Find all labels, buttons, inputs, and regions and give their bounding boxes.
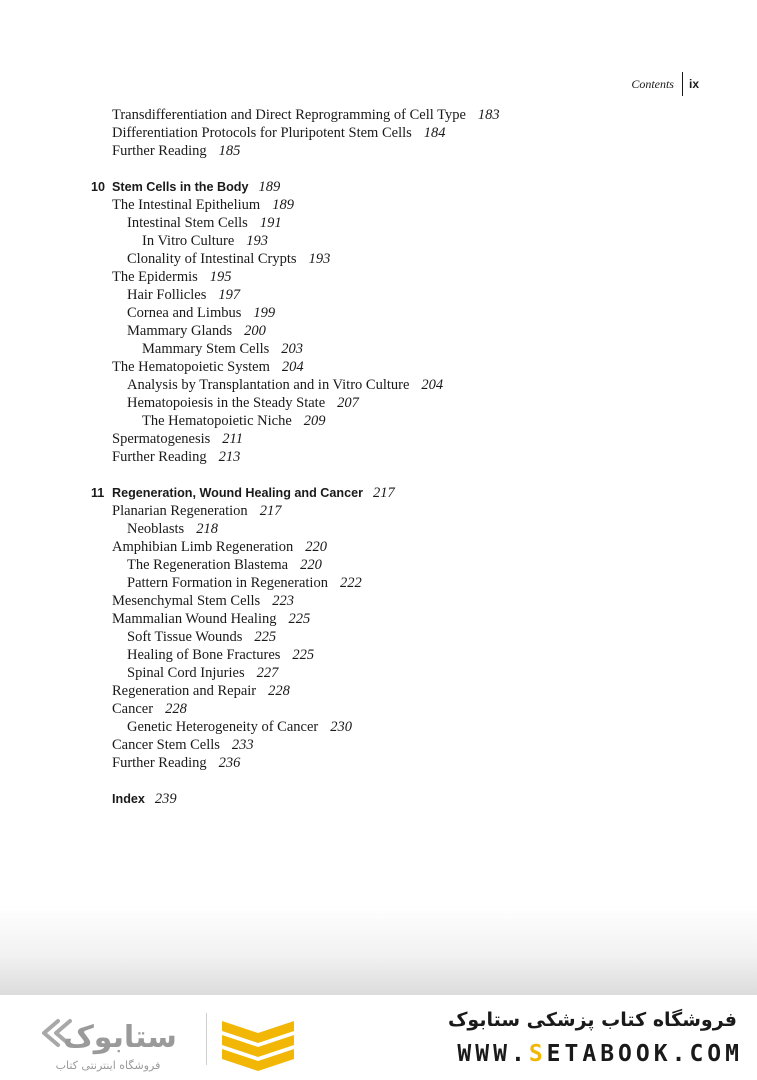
toc-entry-page: 223 <box>272 593 294 609</box>
toc-entry-title: Cancer <box>112 701 154 717</box>
toc-entry-title: Spinal Cord Injuries <box>127 665 245 681</box>
toc-entry <box>112 610 310 628</box>
toc-entry-title: Further Reading <box>112 449 207 465</box>
toc-entry-page: 225 <box>292 647 315 663</box>
toc-entry-title: Hematopoiesis in the Steady State <box>127 395 326 411</box>
toc-entry-page: 225 <box>288 611 311 627</box>
toc-entry <box>127 520 218 538</box>
toc-entry-title: Soft Tissue Wounds <box>127 629 243 645</box>
toc-entry <box>127 214 282 232</box>
toc-entry-title: Analysis by Transplantation and in Vitro Culture <box>127 377 410 393</box>
toc-entry-page: 200 <box>244 323 266 339</box>
toc-entry-title: Healing of Bone Fractures <box>127 647 281 663</box>
toc-entry-title: In Vitro Culture <box>142 233 235 249</box>
toc-entry-page: 209 <box>303 413 326 429</box>
toc-entry-title: Clonality of Intestinal Crypts <box>127 251 297 267</box>
toc-entry-title: Differentiation Protocols for Pluripotent Stem Cells <box>112 125 412 141</box>
chapter-title: Regeneration, Wound Healing and Cancer <box>112 486 363 500</box>
toc-entry-page: 204 <box>421 377 444 393</box>
shop-name: فروشگاه کتاب پزشکی ستابوک <box>447 1009 737 1031</box>
toc-entry-page: 233 <box>231 737 254 753</box>
toc-entry-title: The Regeneration Blastema <box>127 557 289 573</box>
toc-entry <box>142 232 268 250</box>
toc-entry-title: Mammary Glands <box>127 323 233 339</box>
toc-entry <box>112 448 240 466</box>
toc-entry-title: The Epidermis <box>112 269 198 285</box>
footer-shade <box>0 905 757 995</box>
toc-entry-title: Mammalian Wound Healing <box>112 611 277 627</box>
toc-entry <box>127 646 314 664</box>
toc-entry-title: Amphibian Limb Regeneration <box>112 539 294 555</box>
toc-entry <box>127 664 278 682</box>
toc-entry-title: Cancer Stem Cells <box>112 737 220 753</box>
toc-entry-page: 203 <box>281 341 304 357</box>
toc-entry <box>127 574 362 592</box>
toc-entry-page: 207 <box>337 395 359 411</box>
toc-entry-page: 211 <box>222 431 243 447</box>
index-heading <box>112 790 177 808</box>
toc-entry <box>112 592 294 610</box>
running-header-title: Contents <box>631 76 674 91</box>
shop-url[interactable] <box>457 1041 743 1067</box>
toc-entry-title: Transdifferentiation and Direct Reprogramming of Cell Type <box>112 107 466 123</box>
toc-entry-title: Neoblasts <box>127 521 185 537</box>
toc-entry <box>127 718 352 736</box>
url-highlight: S <box>528 1041 547 1067</box>
index-page: 239 <box>154 791 177 807</box>
toc-entry-title: The Hematopoietic System <box>112 359 270 375</box>
toc-entry <box>112 682 290 700</box>
toc-entry-title: Pattern Formation in Regeneration <box>127 575 328 591</box>
toc-entry-page: 193 <box>308 251 331 267</box>
book-stack-icon <box>222 1021 294 1071</box>
toc-entry <box>127 322 266 340</box>
toc-entry <box>112 268 232 286</box>
toc-entry-page: 213 <box>218 449 241 465</box>
toc-entry-page: 195 <box>209 269 232 285</box>
url-suffix: ETABOOK.COM <box>546 1041 743 1067</box>
chapter-heading-11 <box>91 484 395 502</box>
toc-entry-page: 220 <box>305 539 327 555</box>
toc-entry-title: Planarian Regeneration <box>112 503 248 519</box>
toc-entry <box>112 358 304 376</box>
toc-entry-title: Further Reading <box>112 143 207 159</box>
toc-entry-page: 217 <box>259 503 282 519</box>
toc-entry-title: Further Reading <box>112 755 207 771</box>
toc-entry <box>112 754 240 772</box>
toc-entry <box>127 376 443 394</box>
toc-entry <box>112 196 294 214</box>
chapter-title: Stem Cells in the Body <box>112 180 249 194</box>
setabook-logo <box>30 1007 300 1075</box>
toc-entry-title: Mammary Stem Cells <box>142 341 270 357</box>
logo-tagline: فروشگاه اینترنتی کتاب <box>55 1059 161 1072</box>
chapter-number: 11 <box>91 486 105 500</box>
toc-entry-title: Intestinal Stem Cells <box>127 215 248 231</box>
toc-entry-page: 222 <box>339 575 362 591</box>
toc-entry-page: 218 <box>196 521 218 537</box>
toc-entry-page: 183 <box>477 107 500 123</box>
toc-entry-page: 184 <box>423 125 446 141</box>
toc-entry-title: Hair Follicles <box>127 287 207 303</box>
toc-entry-page: 191 <box>259 215 282 231</box>
toc-entry-page: 227 <box>256 665 279 681</box>
toc-entry-page: 204 <box>281 359 304 375</box>
toc-entry <box>127 556 322 574</box>
toc-entry <box>142 412 326 430</box>
toc-entry-page: 193 <box>246 233 269 249</box>
toc-entry-page: 185 <box>218 143 241 159</box>
toc-entry-page: 228 <box>268 683 290 699</box>
chapter-number: 10 <box>91 180 106 194</box>
chapter-page: 217 <box>372 485 395 501</box>
toc-entry <box>112 142 240 160</box>
toc-entry <box>127 628 276 646</box>
index-title: Index <box>112 792 145 806</box>
chapter-heading-10 <box>91 178 280 196</box>
toc-entry <box>127 250 330 268</box>
url-prefix: WWW. <box>457 1041 529 1067</box>
footer-banner <box>0 995 757 1080</box>
toc-entry <box>112 538 327 556</box>
toc-entry-page: 199 <box>253 305 276 321</box>
toc-entry <box>112 430 243 448</box>
toc-entry <box>142 340 303 358</box>
toc-entry-page: 220 <box>300 557 322 573</box>
toc-entry-page: 197 <box>218 287 241 303</box>
toc-entry <box>112 124 446 142</box>
chapter-page: 189 <box>258 179 281 195</box>
toc-entry-page: 236 <box>218 755 241 771</box>
toc-entry <box>112 700 187 718</box>
toc-entry-title: Spermatogenesis <box>112 431 211 447</box>
toc-entry <box>112 502 281 520</box>
logo-wordmark: ستابوک <box>63 1020 177 1055</box>
toc-entry <box>112 106 500 124</box>
toc-entry-page: 228 <box>165 701 187 717</box>
toc-entry-title: Regeneration and Repair <box>112 683 257 699</box>
toc-entry <box>127 304 275 322</box>
toc-entry-page: 230 <box>330 719 352 735</box>
toc-entry <box>112 736 254 754</box>
toc-entry-title: Genetic Heterogeneity of Cancer <box>127 719 319 735</box>
page-number: ix <box>688 77 699 91</box>
toc-entry-title: The Hematopoietic Niche <box>142 413 292 429</box>
toc-entry <box>127 286 240 304</box>
toc-entry-page: 189 <box>272 197 294 213</box>
toc-entry-title: Mesenchymal Stem Cells <box>112 593 261 609</box>
toc-entry <box>127 394 359 412</box>
footer-divider <box>206 1013 207 1065</box>
toc-entry-title: Cornea and Limbus <box>127 305 242 321</box>
toc-entry-page: 225 <box>254 629 277 645</box>
running-header-rule <box>682 72 683 96</box>
running-header <box>631 72 699 96</box>
toc-entry-title: The Intestinal Epithelium <box>112 197 261 213</box>
